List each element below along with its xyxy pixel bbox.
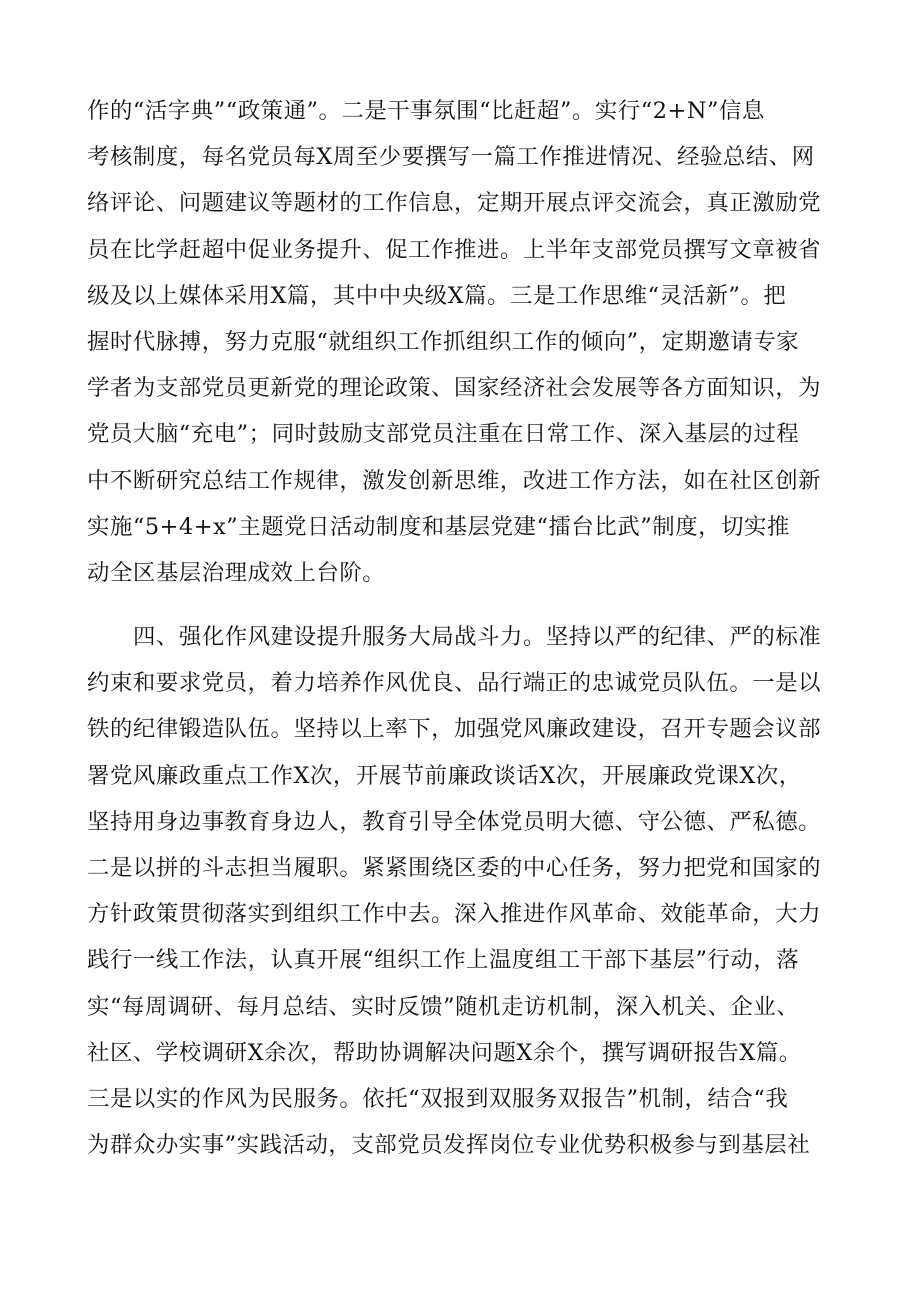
text-line: 实“每周调研、每月总结、实时反馈”随机走访机制，深入机关、企业、 — [87, 993, 800, 1020]
text-line: 实施“5+4+x”主题党日活动制度和基层党建“擂台比武”制度，切实推 — [87, 513, 790, 540]
text-line: 铁的纪律锻造队伍。坚持以上率下，加强党风廉政建设，召开专题会议部 — [87, 716, 822, 743]
text-line: 员在比学赶超中促业务提升、促工作推进。上半年支部党员撰写文章被省 — [87, 236, 822, 263]
text-line: 二是以拼的斗志担当履职。紧紧围绕区委的中心任务，努力把党和国家的 — [87, 854, 822, 881]
text-line: 动全区基层治理成效上台阶。 — [87, 559, 386, 586]
text-line: 党员大脑“充电”；同时鼓励支部党员注重在日常工作、深入基层的过程 — [87, 421, 800, 448]
text-line: 握时代脉搏，努力克服“就组织工作抓组织工作的倾向”，定期邀请专家 — [87, 328, 800, 355]
text-line: 署党风廉政重点工作X次，开展节前廉政谈话X次，开展廉政党课X次， — [87, 762, 802, 789]
text-line: 践行一线工作法，认真开展“组织工作上温度组工干部下基层”行动，落 — [87, 947, 800, 974]
text-line: 三是以实的作风为民服务。依托“双报到双服务双报告”机制，结合“我 — [87, 1085, 789, 1112]
text-line: 考核制度，每名党员每X周至少要撰写一篇工作推进情况、经验总结、网 — [87, 144, 815, 171]
text-line: 络评论、问题建议等题材的工作信息，定期开展点评交流会，真正激励党 — [87, 190, 822, 217]
text-line: 为群众办实事”实践活动，支部党员发挥岗位专业优势积极参与到基层社 — [87, 1132, 811, 1159]
paragraph-1 — [87, 88, 833, 596]
text-line: 中不断研究总结工作规律，激发创新思维，改进工作方法，如在社区创新 — [87, 467, 822, 494]
text-line: 作的“活字典”“政策通”。二是干事氛围“比赶超”。实行“2+N”信息 — [87, 98, 765, 124]
text-line: 社区、学校调研X余次，帮助协调解决问题X余个，撰写调研报告X篇。 — [87, 1039, 802, 1066]
paragraph-2 — [87, 614, 833, 1168]
text-line: 学者为支部党员更新党的理论政策、国家经济社会发展等各方面知识，为 — [87, 375, 822, 402]
text-line: 约束和要求党员，着力培养作风优良、品行端正的忠诚党员队伍。一是以 — [87, 670, 822, 697]
text-line: 四、强化作风建设提升服务大局战斗力。坚持以严的纪律、严的标准 — [133, 624, 822, 650]
text-line: 级及以上媒体采用X篇，其中中央级X篇。三是工作思维“灵活新”。把 — [87, 282, 787, 309]
text-line: 方针政策贯彻落实到组织工作中去。深入推进作风革命、效能革命，大力 — [87, 901, 822, 928]
text-line: 坚持用身边事教育身边人，教育引导全体党员明大德、守公德、严私德。 — [87, 808, 822, 835]
